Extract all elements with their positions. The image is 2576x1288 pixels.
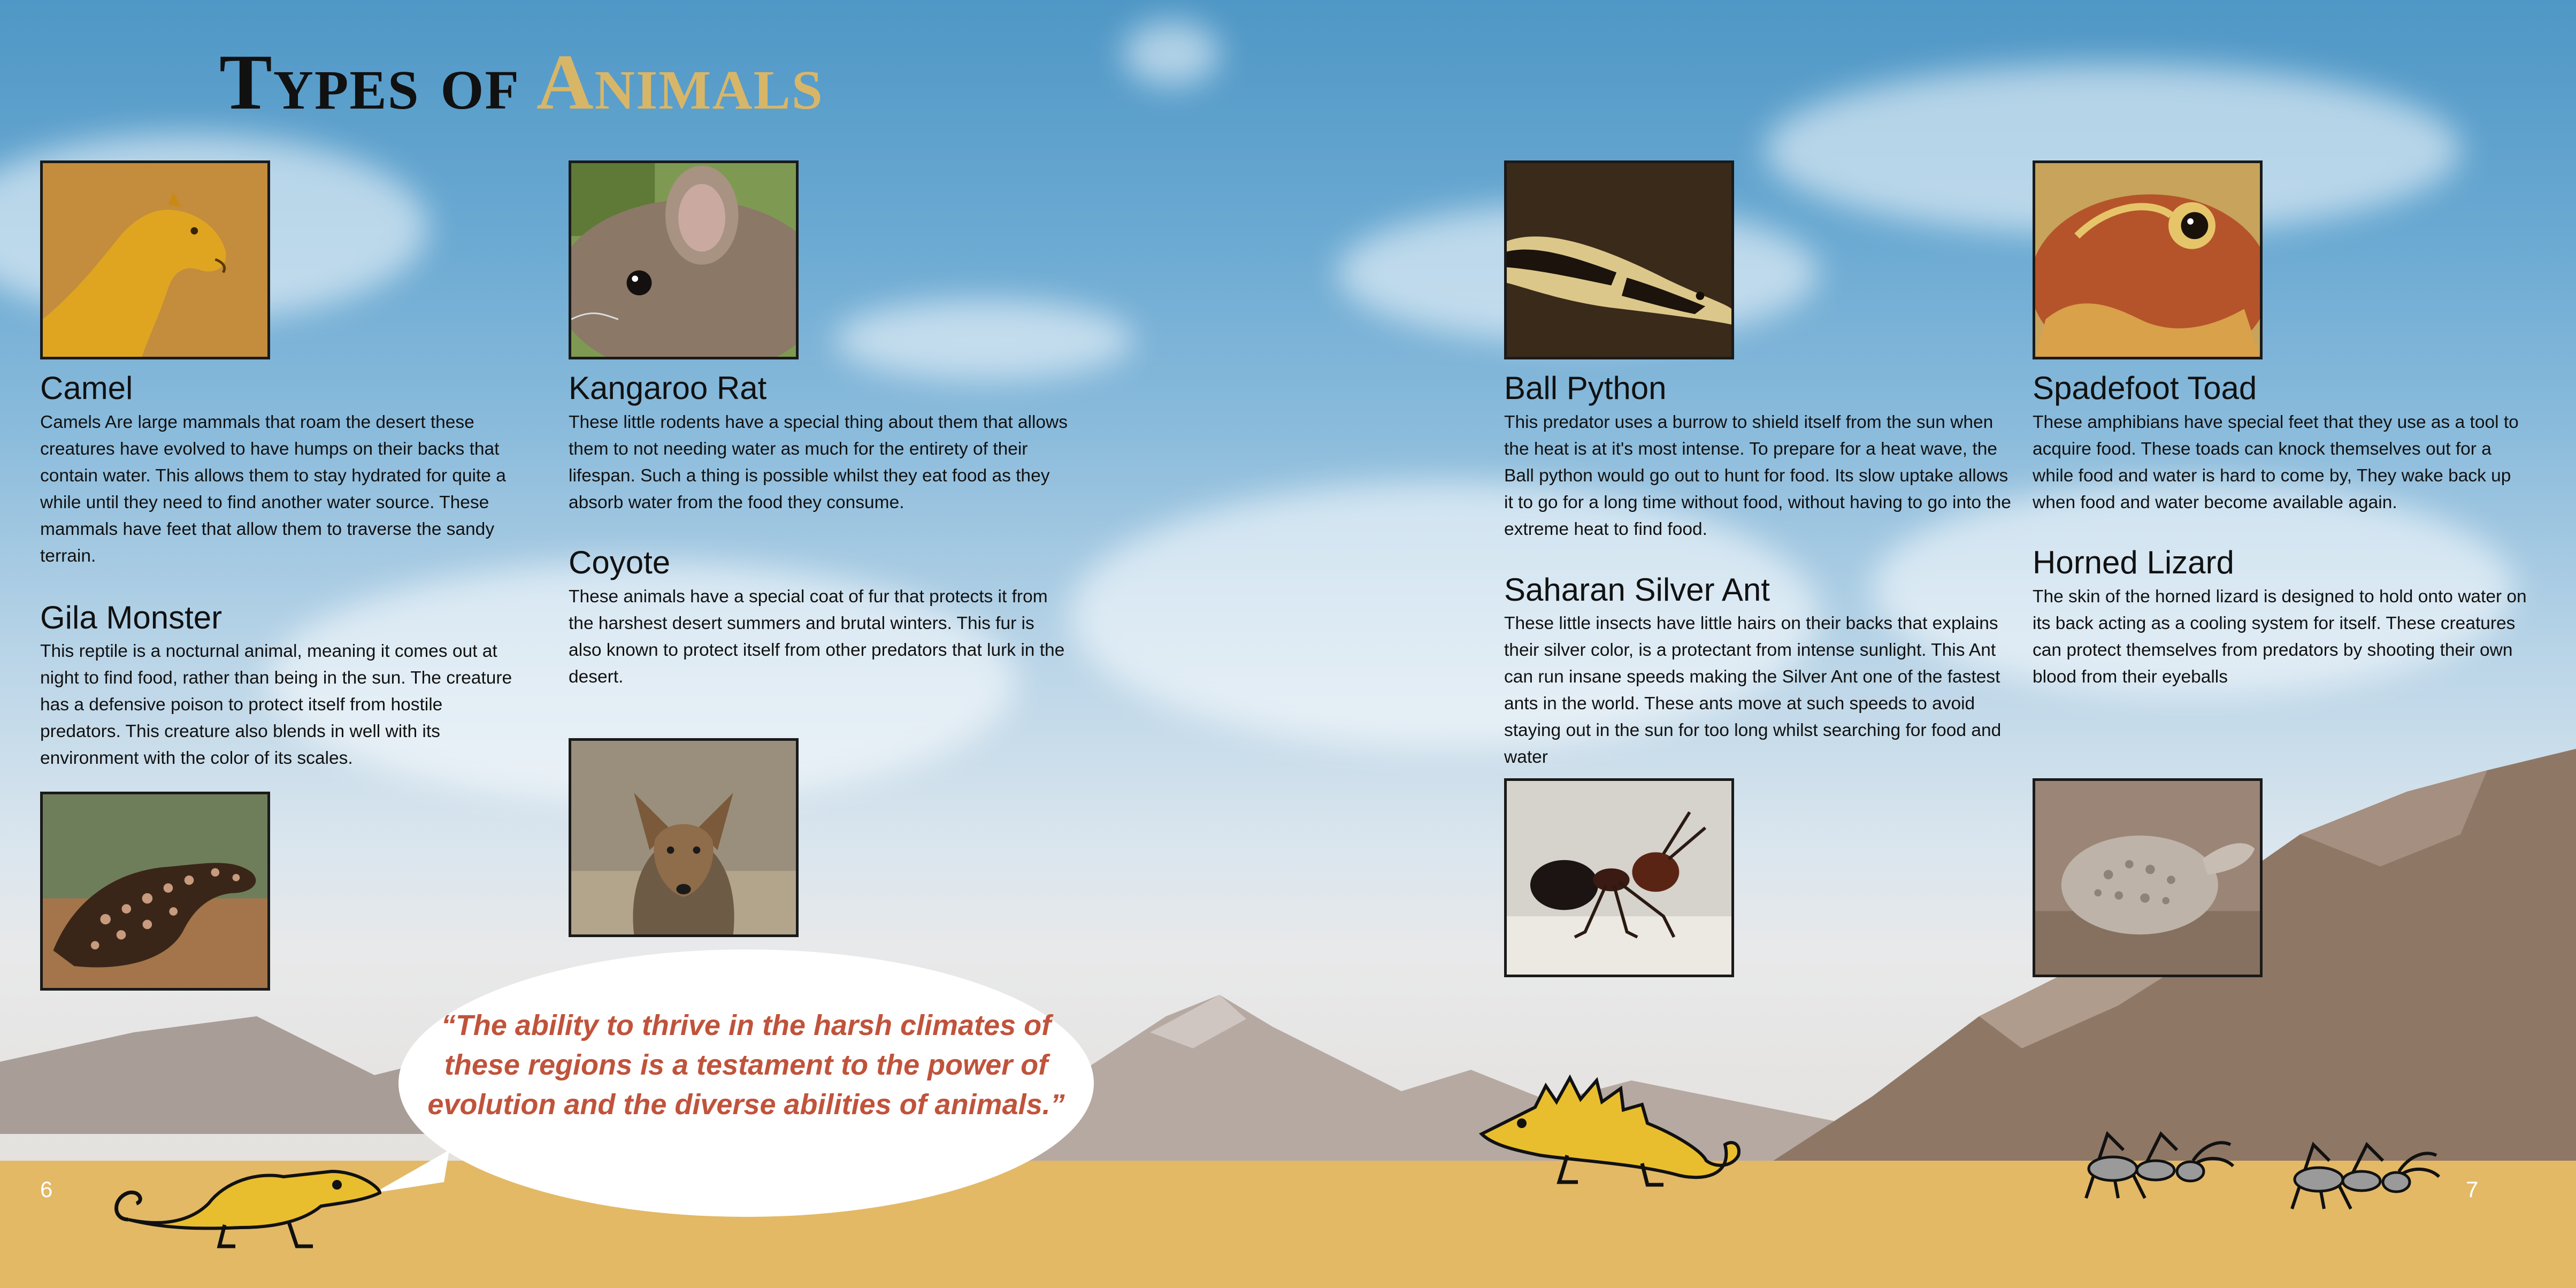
animal-desc-gila-monster: This reptile is a nocturnal animal, meaning it comes out at night to find food, rather than being in the sun. The creature has a defensive poison to protect itself from hostile predators. This creature also blends in well with its environment with the color of its scales. [40, 641, 512, 768]
animal-desc-horned-lizard: The skin of the horned lizard is designed to hold onto water on its back acting as a cooling system for itself. These creatures can protect themselves from predators by shooting their own blood from their eyeballs [2033, 587, 2527, 687]
saharan-silver-ant-photo [1504, 778, 1734, 977]
coyote-photo [569, 738, 799, 937]
animal-desc-kangaroo-rat: These little rodents have a special thing about them that allows them to not needing water as much for the entirety of their lifespan. Such a thing is possible whilst they eat food as they absorb water from the food they consume. [569, 412, 1068, 512]
kangaroo-rat-photo [569, 160, 799, 359]
gila-monster-photo [40, 792, 270, 991]
ant-icon [2075, 1129, 2236, 1203]
animal-name-horned-lizard: Horned Lizard [2033, 545, 2234, 580]
animal-desc-camel: Camels Are large mammals that roam the desert these creatures have evolved to have humps on their backs that contain water. This allows them to stay hydrated for quite a while until they need to find another water source. These mammals have feet that allow them to traverse the sandy terrain. [40, 412, 506, 566]
title-part-2: Animals [536, 39, 824, 126]
page-title [219, 39, 824, 126]
horned-lizard-icon [1471, 1070, 1749, 1193]
title-part-1: Types of [219, 39, 520, 126]
speech-bubble-tail [374, 1150, 449, 1198]
page-number-right: 7 [2466, 1177, 2479, 1202]
animal-name-camel: Camel [40, 370, 133, 406]
animal-name-kangaroo-rat: Kangaroo Rat [569, 370, 767, 406]
animal-name-spadefoot-toad: Spadefoot Toad [2033, 370, 2257, 406]
ball-python-photo [1504, 160, 1734, 359]
page-number-left: 6 [40, 1177, 53, 1202]
animal-desc-coyote: These animals have a special coat of fur that protects it from the harshest desert summers and brutal winters. This fur is also known to protect itself from other predators that lurk in the desert. [569, 587, 1065, 687]
animal-name-saharan-silver-ant: Saharan Silver Ant [1504, 572, 1770, 608]
quote-text: “The ability to thrive in the harsh climates of these regions is a testament to the power of evolution and the diverse abilities of animals.” [427, 1009, 1065, 1121]
horned-lizard-photo [2033, 778, 2263, 977]
animal-name-gila-monster: Gila Monster [40, 600, 223, 635]
animal-desc-ball-python: This predator uses a burrow to shield itself from the sun when the heat is at it's most intense. To prepare for a heat wave, the Ball python would go out to hunt for food. Its slow uptake allows it to go for a long time without food, without having to go into the extreme heat to find food. [1504, 412, 2011, 539]
animal-desc-saharan-silver-ant: These little insects have little hairs on their backs that explains their silver color, is a protectant from intense sunlight. This Ant can run insane speeds making the Silver Ant one of the fastest ants in the world. These ants move at such speeds to avoid staying out in the sun for too long whilst searching for food and water [1504, 614, 2002, 767]
camel-photo [40, 160, 270, 359]
animal-desc-spadefoot-toad: These amphibians have special feet that they use as a tool to acquire food. These toads can knock themselves out for a while food and water is hard to come by, They wake back up when food and water become available again. [2033, 412, 2519, 512]
spadefoot-toad-photo [2033, 160, 2263, 359]
animal-name-ball-python: Ball Python [1504, 370, 1667, 406]
animal-name-coyote: Coyote [569, 545, 671, 580]
lizard-icon [107, 1139, 385, 1252]
ant-icon [2281, 1139, 2442, 1214]
